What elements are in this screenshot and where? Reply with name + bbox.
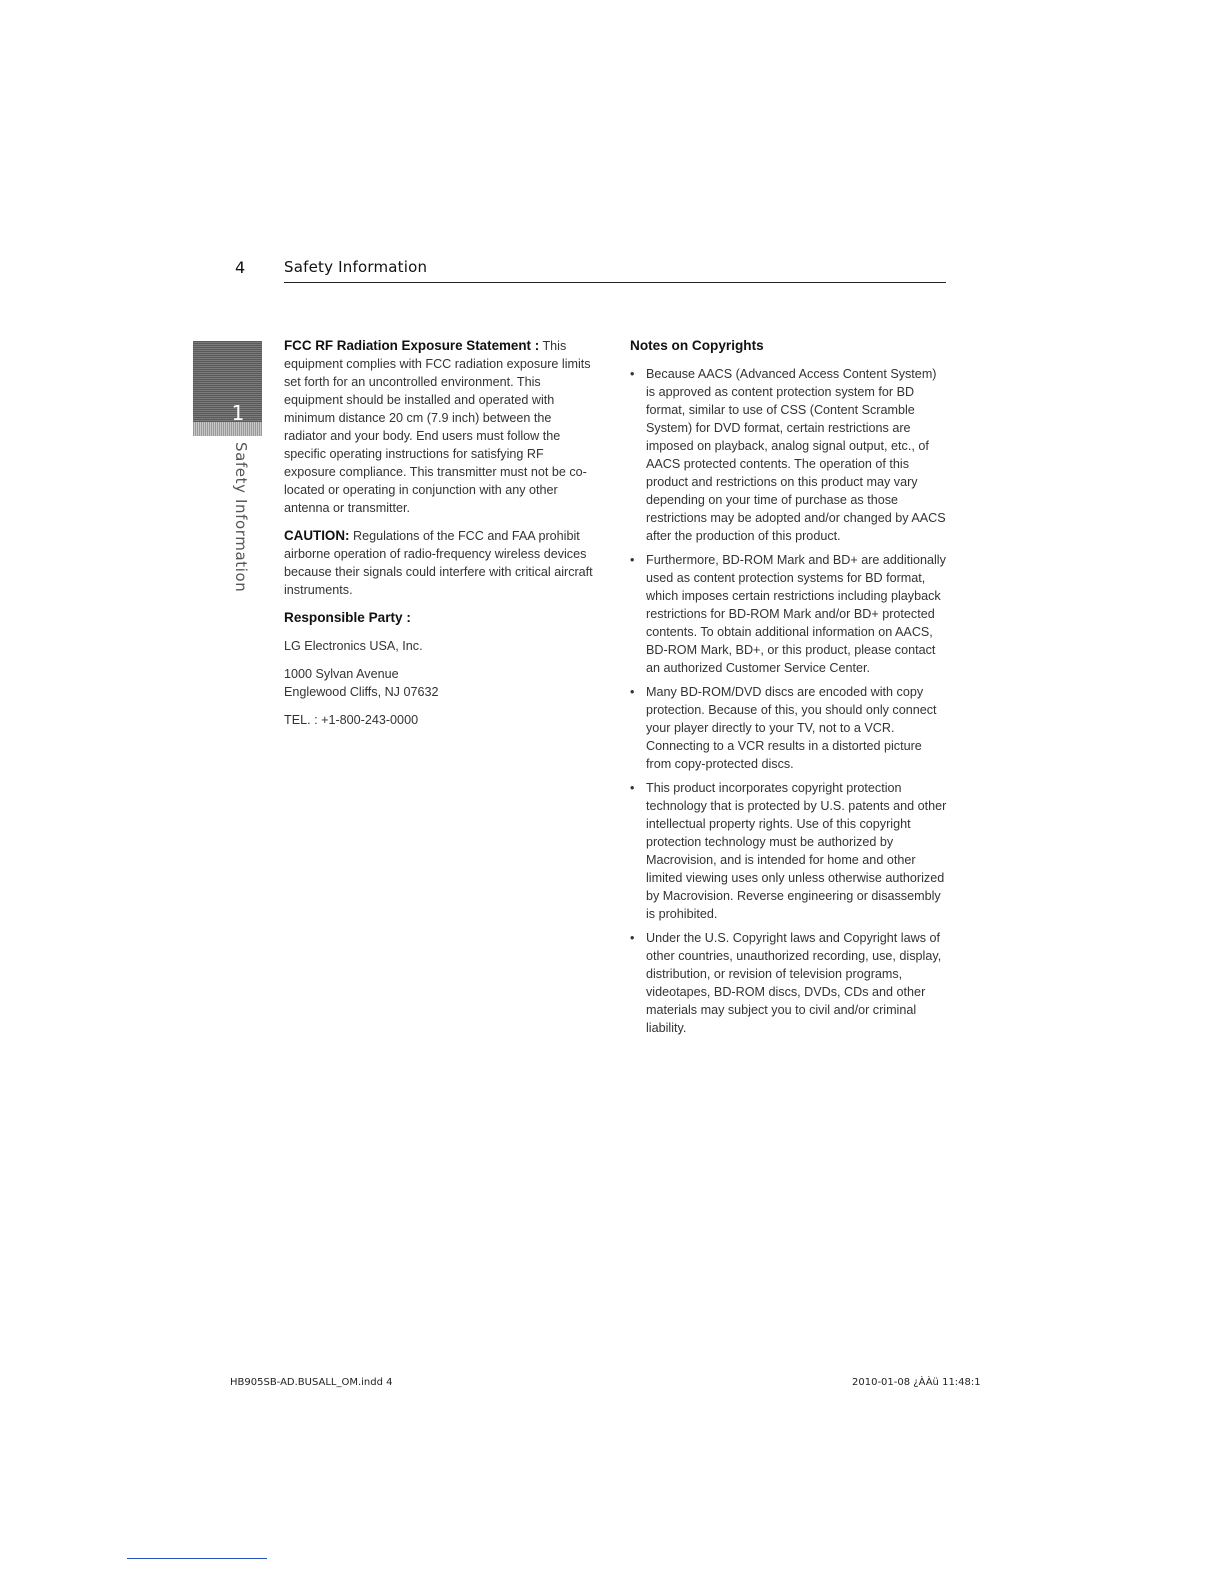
caution-statement — [284, 527, 596, 599]
party-address-line2: Englewood Cliffs, NJ 07632 — [284, 685, 439, 699]
footer-file-name: HB905SB-AD.BUSALL_OM.indd 4 — [230, 1377, 393, 1388]
header-rule — [284, 282, 946, 283]
left-column — [284, 337, 596, 739]
responsible-party-heading: Responsible Party : — [284, 610, 411, 625]
list-item: • Many BD-ROM/DVD discs are encoded with copy protection. Because of this, you should only connect your player directly to your TV, not to a VCR. Connecting to a VCR results in a distorted picture from copy-protected discs. — [630, 683, 948, 773]
copyrights-heading: Notes on Copyrights — [630, 338, 764, 353]
fcc-statement — [284, 337, 596, 517]
fcc-heading: FCC RF Radiation Exposure Statement : — [284, 338, 540, 353]
chapter-label-text: Safety Information — [232, 442, 250, 593]
list-item: • This product incorporates copyright protection technology that is protected by U.S. patents and other intellectual property rights. Use of this copyright protection technology must be authorized by Macrovision, and is intended for home and other limited viewing uses only unless otherwise authorized by Macrovision. Reverse engineering or disassembly is prohibited. — [630, 779, 948, 923]
footer-timestamp: 2010-01-08 ¿ÀÀü 11:48:1 — [852, 1377, 981, 1388]
chapter-number: 1 — [231, 401, 245, 425]
list-item: • Because AACS (Advanced Access Content System) is approved as content protection system for BD format, similar to use of CSS (Content Scramble System) for DVD format, certain restrictions are imposed on playback, analog signal output, etc., of AACS protected contents. The operation of this product and restrictions on this product may vary depending on your time of purchase as those restrictions may be adopted and/or changed by AACS after the production of this product. — [630, 365, 948, 545]
bottom-link-line — [127, 1558, 267, 1559]
copyright-notes-list — [630, 365, 948, 1037]
fcc-text: This equipment complies with FCC radiation exposure limits set forth for an uncontrolled environment. This equipment should be installed and operated with minimum distance 20 cm (7.9 inch) between the radiator and your body. End users must follow the specific operating instructions for satisfying RF exposure compliance. This transmitter must not be co-located or operating in conjunction with any other antenna or transmitter. — [284, 339, 591, 515]
party-company: LG Electronics USA, Inc. — [284, 639, 423, 653]
caution-heading: CAUTION: — [284, 528, 350, 543]
page-title: Safety Information — [284, 258, 428, 276]
party-address-line1: 1000 Sylvan Avenue — [284, 667, 399, 681]
party-address — [284, 665, 596, 701]
party-tel: TEL. : +1-800-243-0000 — [284, 713, 419, 727]
right-column — [630, 337, 948, 1043]
chapter-label — [232, 442, 252, 592]
page-number: 4 — [235, 258, 246, 277]
list-item: • Furthermore, BD-ROM Mark and BD+ are additionally used as content protection systems for BD format, which imposes certain restrictions including playback restrictions for BD-ROM Mark and/or BD+ protected contents. To obtain additional information on AACS, BD-ROM Mark, BD+, or this product, please contact an authorized Customer Service Center. — [630, 551, 948, 677]
list-item: • Under the U.S. Copyright laws and Copyright laws of other countries, unauthorized recording, use, display, distribution, or revision of television programs, videotapes, BD-ROM discs, DVDs, CDs and other materials may subject you to civil and/or criminal liability. — [630, 929, 948, 1037]
caution-text: Regulations of the FCC and FAA prohibit airborne operation of radio-frequency wireless devices because their signals could interfere with critical aircraft instruments. — [284, 529, 593, 597]
